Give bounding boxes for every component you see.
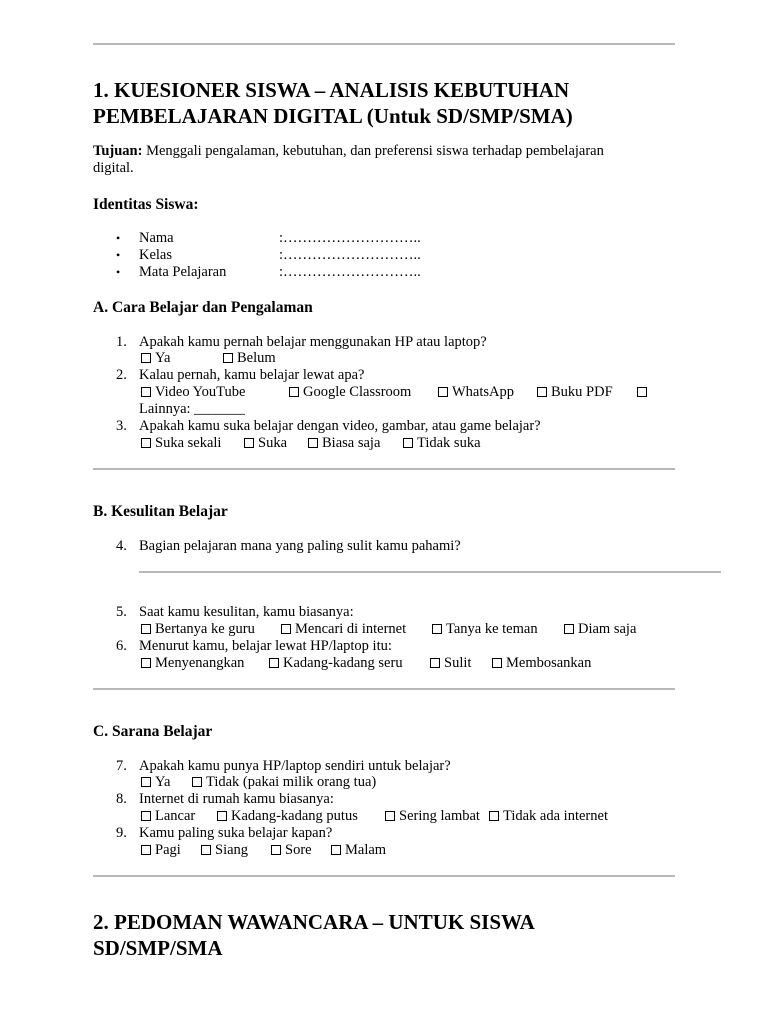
- checkbox-icon[interactable]: [564, 624, 574, 634]
- checkbox-icon[interactable]: [141, 658, 151, 668]
- q2-option-lainnya-box[interactable]: [637, 384, 651, 401]
- identitas-field-nama[interactable]: :………………………..: [279, 230, 421, 246]
- checkbox-icon[interactable]: [492, 658, 502, 668]
- section1-title-line2: PEMBELAJARAN DIGITAL (Untuk SD/SMP/SMA): [93, 104, 573, 128]
- q4-answer-line[interactable]: [139, 571, 721, 573]
- q5-option-guru[interactable]: Bertanya ke guru: [141, 621, 281, 638]
- tujuan-label: Tujuan:: [93, 143, 143, 159]
- identitas-field-mapel[interactable]: :………………………..: [279, 264, 421, 280]
- checkbox-icon[interactable]: [192, 777, 202, 787]
- bullet-icon: •: [116, 248, 121, 262]
- q2-option-classroom[interactable]: Google Classroom: [289, 384, 438, 401]
- q5-option-diam[interactable]: Diam saja: [564, 621, 636, 638]
- q4-number: 4.: [116, 538, 127, 554]
- identitas-field-kelas[interactable]: :………………………..: [279, 247, 421, 263]
- q7-option-ya[interactable]: Ya: [141, 774, 192, 791]
- divider: [93, 468, 675, 470]
- identitas-heading: Identitas Siswa:: [93, 196, 199, 213]
- section2-title-line1: 2. PEDOMAN WAWANCARA – UNTUK SISWA: [93, 910, 535, 934]
- checkbox-icon[interactable]: [430, 658, 440, 668]
- q5-number: 5.: [116, 604, 127, 620]
- tujuan-paragraph: [93, 143, 604, 160]
- divider: [93, 688, 675, 690]
- q9-option-pagi[interactable]: Pagi: [141, 842, 201, 859]
- checkbox-icon[interactable]: [201, 845, 211, 855]
- q8-options: [141, 808, 608, 825]
- section-c-heading: C. Sarana Belajar: [93, 723, 213, 740]
- checkbox-icon[interactable]: [331, 845, 341, 855]
- q7-option-tidak[interactable]: Tidak (pakai milik orang tua): [192, 774, 376, 791]
- q5-options: [141, 621, 636, 638]
- checkbox-icon[interactable]: [141, 438, 151, 448]
- q9-text: Kamu paling suka belajar kapan?: [139, 825, 333, 841]
- checkbox-icon[interactable]: [281, 624, 291, 634]
- checkbox-icon[interactable]: [269, 658, 279, 668]
- checkbox-icon[interactable]: [308, 438, 318, 448]
- q9-number: 9.: [116, 825, 127, 841]
- checkbox-icon[interactable]: [244, 438, 254, 448]
- checkbox-icon[interactable]: [141, 845, 151, 855]
- q5-option-teman[interactable]: Tanya ke teman: [432, 621, 564, 638]
- q7-options: [141, 774, 376, 791]
- q7-text: Apakah kamu punya HP/laptop sendiri untuk belajar?: [139, 758, 451, 774]
- q1-text: Apakah kamu pernah belajar menggunakan HP atau laptop?: [139, 334, 487, 350]
- q2-option-youtube[interactable]: Video YouTube: [141, 384, 289, 401]
- section2-title-line2: SD/SMP/SMA: [93, 936, 223, 960]
- q5-text: Saat kamu kesulitan, kamu biasanya:: [139, 604, 354, 620]
- checkbox-icon[interactable]: [217, 811, 227, 821]
- tujuan-text-cont: digital.: [93, 160, 134, 176]
- checkbox-icon[interactable]: [385, 811, 395, 821]
- identitas-label-mapel: Mata Pelajaran: [139, 264, 227, 280]
- q3-text: Apakah kamu suka belajar dengan video, gambar, atau game belajar?: [139, 418, 541, 434]
- top-divider: [93, 43, 675, 45]
- checkbox-icon[interactable]: [141, 387, 151, 397]
- checkbox-icon[interactable]: [141, 353, 151, 363]
- q2-option-lainnya[interactable]: Lainnya: _______: [139, 401, 245, 417]
- bullet-icon: •: [116, 231, 121, 245]
- identitas-label-kelas: Kelas: [139, 247, 173, 263]
- q9-option-malam[interactable]: Malam: [331, 842, 386, 859]
- identitas-label-nama: Nama: [139, 230, 174, 246]
- q7-number: 7.: [116, 758, 127, 774]
- divider: [93, 875, 675, 877]
- q3-option-suka[interactable]: Suka: [244, 435, 308, 452]
- q2-options: [141, 384, 651, 401]
- tujuan-text: Menggali pengalaman, kebutuhan, dan preferensi siswa terhadap pembelajaran: [142, 143, 604, 159]
- checkbox-icon[interactable]: [637, 387, 647, 397]
- checkbox-icon[interactable]: [489, 811, 499, 821]
- q6-options: [141, 655, 591, 672]
- checkbox-icon[interactable]: [141, 777, 151, 787]
- q8-text: Internet di rumah kamu biasanya:: [139, 791, 334, 807]
- q6-option-kadang-seru[interactable]: Kadang-kadang seru: [269, 655, 430, 672]
- checkbox-icon[interactable]: [271, 845, 281, 855]
- q4-text: Bagian pelajaran mana yang paling sulit kamu pahami?: [139, 538, 461, 554]
- q9-options: [141, 842, 386, 859]
- q3-number: 3.: [116, 418, 127, 434]
- q6-option-membosankan[interactable]: Membosankan: [492, 655, 591, 672]
- q6-option-sulit[interactable]: Sulit: [430, 655, 492, 672]
- q3-option-tidak-suka[interactable]: Tidak suka: [403, 435, 481, 452]
- q8-option-kadang-putus[interactable]: Kadang-kadang putus: [217, 808, 385, 825]
- checkbox-icon[interactable]: [141, 811, 151, 821]
- q6-text: Menurut kamu, belajar lewat HP/laptop itu:: [139, 638, 392, 654]
- q8-option-lancar[interactable]: Lancar: [141, 808, 217, 825]
- q9-option-sore[interactable]: Sore: [271, 842, 331, 859]
- q6-number: 6.: [116, 638, 127, 654]
- q8-option-lambat[interactable]: Sering lambat: [385, 808, 489, 825]
- checkbox-icon[interactable]: [403, 438, 413, 448]
- q3-options: [141, 435, 481, 452]
- q1-option-ya[interactable]: Ya: [141, 350, 223, 367]
- checkbox-icon[interactable]: [223, 353, 233, 363]
- q3-option-biasa[interactable]: Biasa saja: [308, 435, 403, 452]
- q8-option-tidak-ada[interactable]: Tidak ada internet: [489, 808, 608, 825]
- q8-number: 8.: [116, 791, 127, 807]
- q3-option-suka-sekali[interactable]: Suka sekali: [141, 435, 244, 452]
- q2-option-bukupdf[interactable]: Buku PDF: [537, 384, 637, 401]
- checkbox-icon[interactable]: [289, 387, 299, 397]
- q1-options: [141, 350, 276, 367]
- checkbox-icon[interactable]: [141, 624, 151, 634]
- q2-text: Kalau pernah, kamu belajar lewat apa?: [139, 367, 365, 383]
- q9-option-siang[interactable]: Siang: [201, 842, 271, 859]
- section-b-heading: B. Kesulitan Belajar: [93, 503, 228, 520]
- section1-title-line1: 1. KUESIONER SISWA – ANALISIS KEBUTUHAN: [93, 78, 570, 102]
- q6-option-menyenangkan[interactable]: Menyenangkan: [141, 655, 269, 672]
- q5-option-internet[interactable]: Mencari di internet: [281, 621, 432, 638]
- checkbox-icon[interactable]: [438, 387, 448, 397]
- checkbox-icon[interactable]: [432, 624, 442, 634]
- section-a-heading: A. Cara Belajar dan Pengalaman: [93, 299, 313, 316]
- q1-option-belum[interactable]: Belum: [223, 350, 276, 367]
- q2-number: 2.: [116, 367, 127, 383]
- q1-number: 1.: [116, 334, 127, 350]
- q2-option-whatsapp[interactable]: WhatsApp: [438, 384, 537, 401]
- bullet-icon: •: [116, 265, 121, 279]
- checkbox-icon[interactable]: [537, 387, 547, 397]
